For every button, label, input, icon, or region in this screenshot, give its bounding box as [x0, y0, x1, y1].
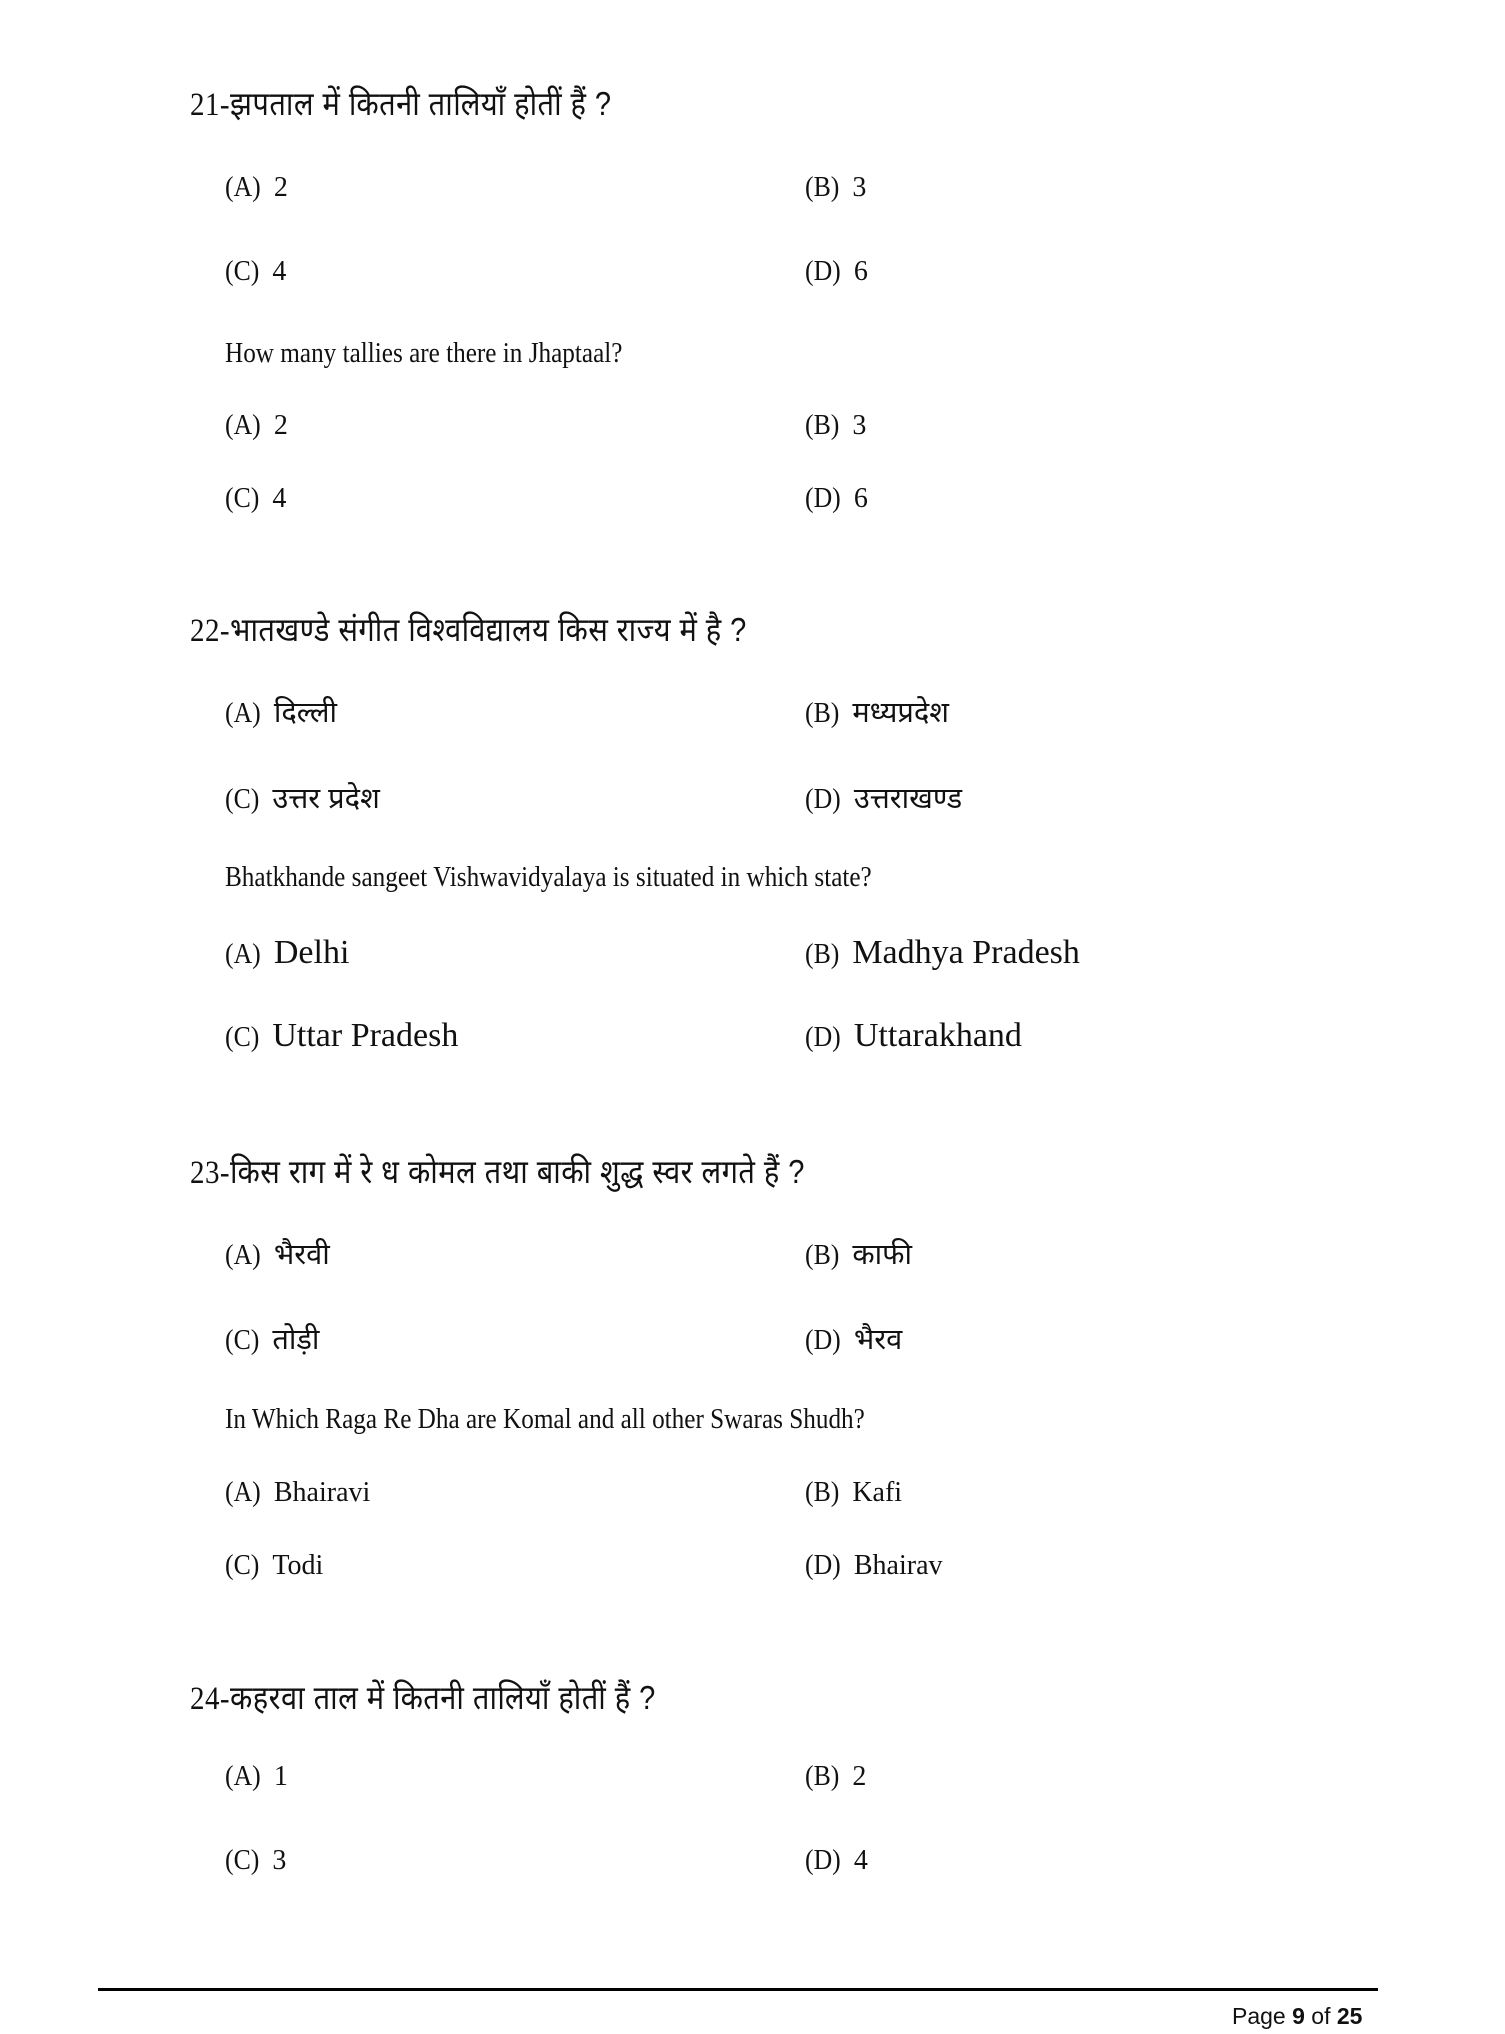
- q23-english-option-b[interactable]: [805, 1477, 902, 1509]
- option-letter: (A): [225, 698, 261, 729]
- option-value: दिल्ली: [273, 697, 338, 729]
- q23-english-option-d[interactable]: [805, 1550, 943, 1582]
- option-letter: (D): [805, 1325, 841, 1356]
- option-value: उत्तराखण्ड: [853, 783, 963, 815]
- option-letter: (C): [225, 784, 260, 815]
- q21-hindi-option-b[interactable]: [805, 172, 866, 204]
- q22-hindi-option-b[interactable]: [805, 692, 949, 731]
- option-letter: (D): [805, 1022, 841, 1053]
- q23-hindi-option-b[interactable]: [805, 1234, 912, 1273]
- question-21-english: How many tallies are there in Jhaptaal?: [225, 338, 623, 369]
- q24-hindi-option-a[interactable]: [225, 1761, 288, 1793]
- option-letter: (D): [805, 256, 841, 287]
- option-letter: (B): [805, 1477, 840, 1508]
- q23-english-option-c[interactable]: [225, 1550, 323, 1582]
- question-22-hindi: [190, 606, 747, 651]
- q21-english-option-c[interactable]: [225, 483, 286, 515]
- option-value: 2: [273, 410, 288, 441]
- current-page: 9: [1292, 2003, 1305, 2029]
- q22-hindi-option-d[interactable]: [805, 778, 962, 817]
- option-value: Bhairav: [853, 1550, 943, 1581]
- question-24-hindi: [190, 1674, 656, 1719]
- option-value: Uttar Pradesh: [272, 1017, 459, 1054]
- q24-hindi-option-c[interactable]: [225, 1845, 286, 1877]
- option-letter: (A): [225, 939, 261, 970]
- option-value: 4: [853, 1845, 868, 1876]
- option-value: 2: [852, 1761, 867, 1792]
- option-value: 6: [853, 256, 868, 287]
- option-letter: (B): [805, 939, 840, 970]
- q22-english-option-b[interactable]: [805, 934, 1080, 972]
- option-letter: (C): [225, 483, 260, 514]
- option-value: भैरवी: [273, 1239, 330, 1271]
- option-value: Delhi: [273, 934, 350, 971]
- q21-english-option-d[interactable]: [805, 483, 868, 515]
- question-number: 22-: [190, 613, 231, 649]
- q23-hindi-option-a[interactable]: [225, 1234, 330, 1273]
- option-value: उत्तर प्रदेश: [272, 783, 380, 815]
- q22-hindi-option-a[interactable]: [225, 692, 337, 731]
- question-21-hindi: [190, 80, 612, 125]
- question-number: 23-: [190, 1155, 231, 1191]
- option-letter: (A): [225, 1240, 261, 1271]
- q21-english-option-a[interactable]: [225, 410, 288, 442]
- question-22-english: Bhatkhande sangeet Vishwavidyalaya is situated in which state?: [225, 862, 872, 893]
- question-number: 24-: [190, 1681, 231, 1717]
- question-23-english: In Which Raga Re Dha are Komal and all other Swaras Shudh?: [225, 1404, 865, 1435]
- option-letter: (C): [225, 1022, 260, 1053]
- of-word: of: [1311, 2003, 1331, 2029]
- question-text-hindi: झपताल में कितनी तालियाँ होतीं हैं ?: [230, 85, 612, 122]
- option-letter: (D): [805, 483, 841, 514]
- q21-hindi-option-a[interactable]: [225, 172, 288, 204]
- option-value: मध्यप्रदेश: [852, 697, 950, 729]
- q24-hindi-option-b[interactable]: [805, 1761, 866, 1793]
- option-value: Uttarakhand: [853, 1017, 1022, 1054]
- option-letter: (C): [225, 256, 260, 287]
- option-value: 6: [853, 483, 868, 514]
- footer-divider: [98, 1988, 1378, 1991]
- question-text-hindi: कहरवा ताल में कितनी तालियाँ होतीं हैं ?: [230, 1679, 656, 1716]
- question-number: 21-: [190, 87, 231, 123]
- option-value: Kafi: [852, 1477, 903, 1508]
- option-value: 3: [852, 410, 867, 441]
- option-letter: (A): [225, 1761, 261, 1792]
- option-letter: (A): [225, 1477, 261, 1508]
- option-letter: (C): [225, 1325, 260, 1356]
- option-value: Todi: [272, 1550, 324, 1581]
- question-text-hindi: भातखण्डे संगीत विश्वविद्यालय किस राज्य में है ?: [230, 611, 747, 648]
- option-letter: (C): [225, 1845, 260, 1876]
- option-letter: (D): [805, 784, 841, 815]
- option-letter: (B): [805, 1240, 840, 1271]
- option-letter: (B): [805, 172, 840, 203]
- option-value: 4: [272, 483, 287, 514]
- option-value: Madhya Pradesh: [852, 934, 1080, 971]
- total-pages: 25: [1336, 2003, 1363, 2029]
- option-value: काफी: [852, 1239, 912, 1271]
- option-letter: (D): [805, 1550, 841, 1581]
- option-value: तोड़ी: [272, 1324, 320, 1356]
- option-letter: (B): [805, 1761, 840, 1792]
- q22-english-option-c[interactable]: [225, 1017, 458, 1055]
- option-letter: (C): [225, 1550, 260, 1581]
- q21-hindi-option-d[interactable]: [805, 256, 868, 288]
- option-value: 1: [273, 1761, 288, 1792]
- option-letter: (A): [225, 172, 261, 203]
- question-23-hindi: [190, 1148, 805, 1193]
- option-letter: (B): [805, 698, 840, 729]
- option-value: Bhairavi: [273, 1477, 371, 1508]
- option-letter: (D): [805, 1845, 841, 1876]
- q22-english-option-a[interactable]: [225, 934, 349, 972]
- q22-english-option-d[interactable]: [805, 1017, 1022, 1055]
- q23-english-option-a[interactable]: [225, 1477, 370, 1509]
- q21-english-option-b[interactable]: [805, 410, 866, 442]
- option-value: 4: [272, 256, 287, 287]
- option-value: 2: [273, 172, 288, 203]
- q23-hindi-option-c[interactable]: [225, 1319, 319, 1358]
- q21-hindi-option-c[interactable]: [225, 256, 286, 288]
- q24-hindi-option-d[interactable]: [805, 1845, 868, 1877]
- option-letter: (A): [225, 410, 261, 441]
- page-word: Page: [1232, 2003, 1286, 2029]
- q22-hindi-option-c[interactable]: [225, 778, 380, 817]
- option-value: 3: [272, 1845, 287, 1876]
- option-value: 3: [852, 172, 867, 203]
- q23-hindi-option-d[interactable]: [805, 1319, 902, 1358]
- option-value: भैरव: [853, 1324, 903, 1356]
- question-text-hindi: किस राग में रे ध कोमल तथा बाकी शुद्ध स्वर लगते हैं ?: [230, 1153, 805, 1190]
- page-number: [1232, 2003, 1362, 2030]
- option-letter: (B): [805, 410, 840, 441]
